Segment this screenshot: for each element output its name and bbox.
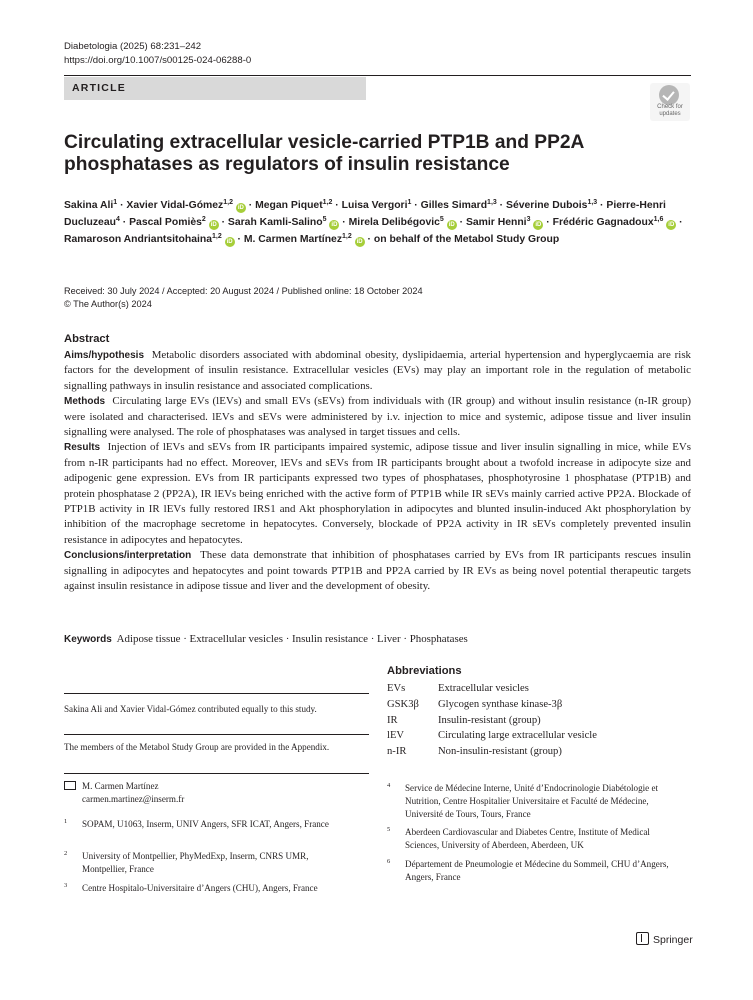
author-affiliation-marker: 3 <box>526 215 531 223</box>
author-affiliation-marker: 2 <box>201 215 206 223</box>
footnote-equal-contribution: Sakina Ali and Xavier Vidal-Gómez contributed equally to this study. <box>64 704 317 714</box>
orcid-icon[interactable]: iD <box>210 221 217 228</box>
journal-header <box>64 40 251 68</box>
abbreviations-heading: Abbreviations <box>387 665 462 677</box>
copyright-line: © The Author(s) 2024 <box>64 299 152 309</box>
author-affiliation-marker: 1,6 <box>653 215 664 223</box>
check-mark-icon <box>659 85 679 105</box>
orcid-icon[interactable]: iD <box>668 221 675 228</box>
dates-line: Received: 30 July 2024 / Accepted: 20 August 2024 / Published online: 18 October 2024 <box>64 286 423 296</box>
abstract-section: Aims/hypothesis Metabolic disorders associated with abdominal obesity, dyslipidaemia, arterial hypertension and hyperglycaemia are risk factors for the development of insulin resistance. Extracellular vesicles (EVs) may play an important role in the regulation of metabolic signalling pathways in insulin resistance and associated complications. <box>64 349 692 392</box>
check-for-updates-text: Check for updates <box>657 104 683 117</box>
publisher-logo <box>636 932 693 946</box>
orcid-icon[interactable]: iD <box>226 238 233 245</box>
author-name[interactable]: Ramaroson Andriantsitohaina <box>64 233 212 245</box>
keywords-list: Adipose tissue · Extracellular vesicles · Insulin resistance · Liver · Phosphatases <box>116 633 468 645</box>
author-name[interactable]: Frédéric Gagnadoux <box>552 216 654 228</box>
author-affiliation-marker: 1,3 <box>587 199 598 206</box>
author-name[interactable]: Sakina Ali <box>64 200 114 211</box>
publication-dates <box>64 285 423 311</box>
author-affiliation-marker: 1,2 <box>322 199 333 206</box>
author-affiliation-marker: 1 <box>407 199 412 206</box>
affiliation: 3 Centre Hospitalo-Universitaire d’Angers (CHU), Angers, France <box>64 882 318 893</box>
author-affiliation-marker: 1,2 <box>342 232 352 240</box>
journal-citation: Diabetologia (2025) 68:231–242 <box>64 41 202 52</box>
abstract-body <box>64 348 691 595</box>
author-name[interactable]: Séverine Dubois <box>506 200 588 211</box>
corresponding-author-email[interactable]: carmen.martinez@inserm.fr <box>82 794 185 804</box>
footnote-study-group: The members of the Metabol Study Group are provided in the Appendix. <box>64 742 330 752</box>
orcid-icon[interactable]: iD <box>448 221 455 228</box>
publisher-name: Springer <box>653 934 693 946</box>
author-name[interactable]: Mirela Delibégovic <box>348 216 440 228</box>
article-type-label: ARTICLE <box>72 82 126 94</box>
author-name[interactable]: Pascal Pomiès <box>129 216 202 228</box>
author-name[interactable]: on behalf of the Metabol Study Group <box>373 233 560 245</box>
footnote-rule <box>64 734 369 735</box>
orcid-icon[interactable]: iD <box>356 238 363 245</box>
author-name[interactable]: Samir Henni <box>465 216 527 228</box>
author-name[interactable]: Xavier Vidal-Gómez <box>126 200 224 211</box>
header-rule <box>64 75 691 76</box>
orcid-icon[interactable]: iD <box>331 221 338 228</box>
author-name[interactable]: Sarah Kamli-Salino <box>227 216 323 228</box>
affiliation: 1 SOPAM, U1063, Inserm, UNIV Angers, SFR ICAT, Angers, France <box>64 818 329 829</box>
author-name[interactable]: M. Carmen Martínez <box>243 233 343 245</box>
orcid-icon[interactable]: iD <box>237 205 244 211</box>
abstract-section: Results Injection of lEVs and sEVs from IR participants impaired systemic, adipose tissue and liver insulin signalling in mice, while EVs from n-IR participants had no effect. Moreover, lEVs and sEVs from IR participants brought about a twofold increase in adipocyte size and adipogenic gene expression. EVs from IR participants expressed two types of phosphatases, phosphotyrosine 1 phosphatase (PTP1B) and protein phosphatase 2 (PP2A), IR lEVs being enriched with the active form of PTP1B while IR sEVs mainly carried active PP2A. Blockade of PTP1B activity in IR lEVs fully restored IRS1 and Akt phosphorylation in adipocytes and blunted insulin-induced Akt phosphorylation by inhibition of the macrophage secretome in hepatocytes. Conversely, blockade of PP2A activity in IR sEVs completely prevented insulin resistance in adipocytes and hepatocytes. <box>64 441 691 546</box>
envelope-icon <box>64 781 76 790</box>
footnote-rule <box>64 693 369 694</box>
author-affiliation-marker: 4 <box>115 215 120 223</box>
abstract-heading: Abstract <box>64 333 110 345</box>
author-name[interactable]: Luisa Vergori <box>341 200 408 211</box>
springer-horse-icon <box>636 932 649 945</box>
keywords-label: Keywords <box>64 634 112 645</box>
article-title: Circulating extracellular vesicle-carried PTP1B and PP2A phosphatases as regulators of insulin resistance <box>64 132 584 175</box>
author-affiliation-marker: 5 <box>439 215 444 223</box>
author-affiliation-marker: 1 <box>113 199 118 206</box>
footnote-rule <box>64 773 369 774</box>
abstract-section: Conclusions/interpretation These data demonstrate that inhibition of phosphatases carried by EVs from IR participants rescues insulin signalling in adipocytes and hepatocytes and point towards PTP1B and PP2A carried by IR EVs as being novel potential therapeutic targets against insulin resistance in adipose tissue and liver and the development of obesity. <box>64 549 691 593</box>
author-name[interactable]: Pierre-Henri Ducluzeau <box>64 200 666 228</box>
corresponding-author-name: M. Carmen Martínez <box>82 781 159 791</box>
author-list: Sakina Ali$^1$ · Xavier Vidal-Gómez$^{1,2}$ iD · Megan Piquet$^{1,2}$ · Luisa Vergori$^1$ · Gilles Simard$^{1,3}$ · Séverine Dubois$^{1,3}$ · Pierre-Henri Ducluzeau$^4$ · Pascal Pomiès$^2$ iD · Sarah Kamli-Salino$^5$ iD · Mirela Delibégovic$^5$ iD · Samir Henni$^3$ iD · Frédéric Gagnadoux$^{1,6}$ iD · Ramaroson Andriantsitohaina$^{1,2}$ iD · M. Carmen Martínez$^{1,2}$ iD · on behalf of the Metabol Study Group <box>64 199 683 245</box>
author-affiliation-marker: 1,3 <box>487 199 497 206</box>
affiliation: 2 University of Montpellier, PhyMedExp, Inserm, CNRS UMR, Montpellier, France <box>64 850 309 874</box>
abstract-section: Methods Circulating large EVs (lEVs) and small EVs (sEVs) from individuals with (IR group) and without insulin resistance (n-IR group) were isolated and characterised. lEVs and sEVs were administered by i.v. injection to mice and systemic, adipose tissue and liver insulin signalling were analysed. The role of phosphatases was analysed in target tissues and cells. <box>64 395 691 439</box>
author-affiliation-marker: 5 <box>322 215 327 223</box>
orcid-icon[interactable]: iD <box>535 221 542 228</box>
author-affiliation-marker: 1,2 <box>223 199 233 206</box>
doi-link[interactable]: https://doi.org/10.1007/s00125-024-06288-0 <box>64 55 252 66</box>
author-name[interactable]: Gilles Simard <box>420 200 488 211</box>
author-name[interactable]: Megan Piquet <box>255 200 323 211</box>
keywords <box>64 632 468 647</box>
author-affiliation-marker: 1,2 <box>212 232 222 240</box>
